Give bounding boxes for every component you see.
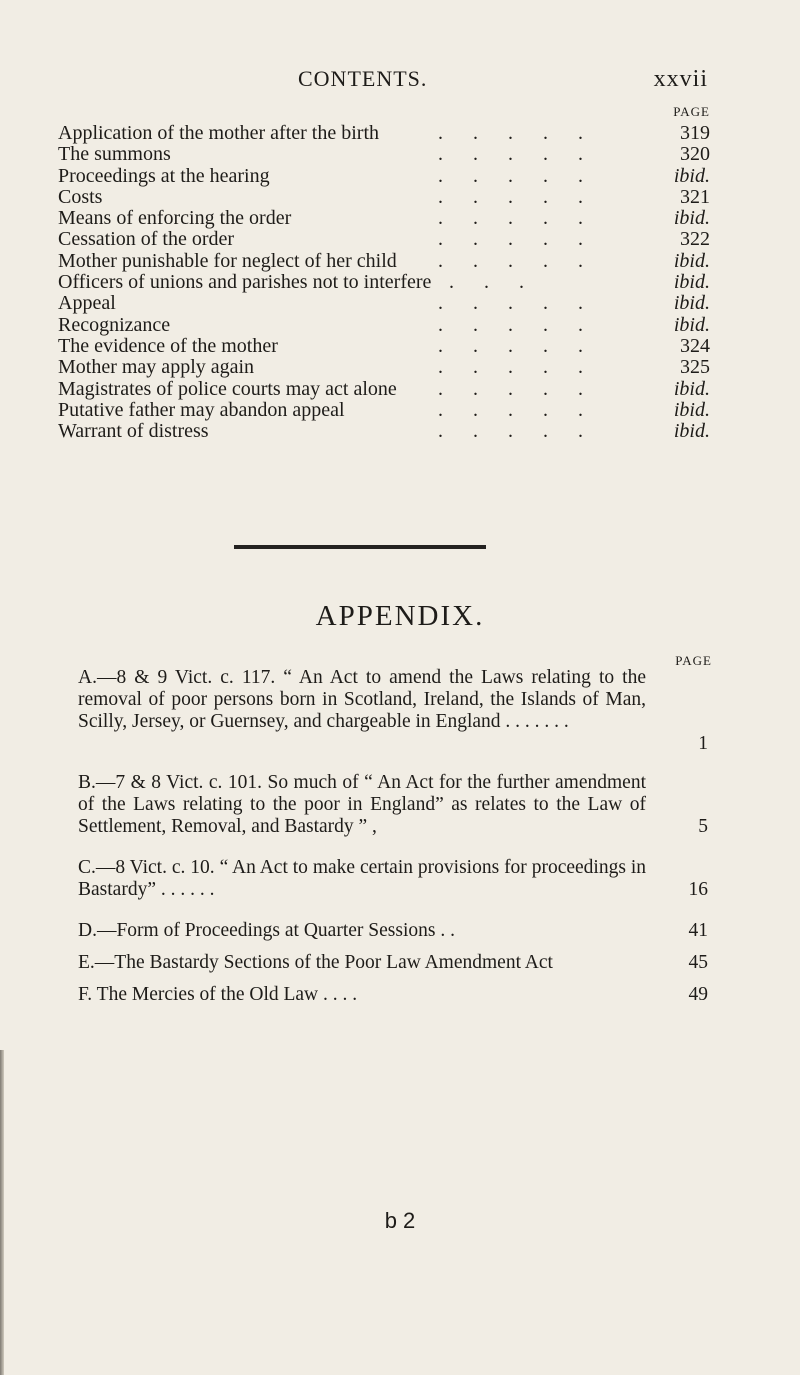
toc-entry-page: ibid. <box>673 164 710 187</box>
appendix-item-e-page: 45 <box>688 952 708 973</box>
section-divider-rule <box>234 545 486 549</box>
toc-entry-page: ibid. <box>673 420 710 443</box>
toc-entry <box>58 187 710 208</box>
appendix-item-c: C.—8 Vict. c. 10. “ An Act to make certain provisions for proceedings in Bastardy” . . . . . . <box>78 857 646 900</box>
toc-entry-page: ibid. <box>673 271 710 294</box>
appendix-item-c-page: 16 <box>688 879 708 900</box>
toc-entry-page: ibid. <box>673 377 710 400</box>
toc-leader-dots: . . . . . <box>438 122 583 144</box>
appendix-item-b-page: 5 <box>698 816 708 837</box>
toc-entry-title: The summons <box>58 143 171 166</box>
toc-entry-title: Proceedings at the hearing <box>58 164 270 187</box>
toc-entry-page: 322 <box>680 228 710 251</box>
appendix-page-column-label: PAGE <box>675 653 712 668</box>
toc-entry-title: Warrant of distress <box>58 420 209 443</box>
toc-entry-title: The evidence of the mother <box>58 334 278 357</box>
toc-page-column-label: PAGE <box>673 104 710 119</box>
appendix-item-a: A.—8 & 9 Vict. c. 117. “ An Act to amend the Laws relating to the removal of poor persons born in Scotland, Ireland, the Islands of Man, Scilly, Jersey, or Guernsey, and chargeable in England . . . . . . . <box>78 667 646 732</box>
toc-entry-page: 325 <box>680 356 710 379</box>
toc-leader-dots: . . . . . <box>438 228 583 251</box>
appendix-heading: APPENDIX. <box>315 600 485 632</box>
toc-entry <box>58 315 710 336</box>
toc-entry-page: ibid. <box>673 249 710 272</box>
appendix-item-f: F. The Mercies of the Old Law . . . . <box>78 984 358 1005</box>
toc-entry-title: Officers of unions and parishes not to interfere <box>58 271 432 294</box>
toc-leader-dots: . . . . . <box>438 398 583 421</box>
toc-entry <box>58 123 710 144</box>
toc-leader-dots: . . . . . <box>438 249 583 272</box>
toc-entry <box>58 208 710 229</box>
toc-leader-dots: . . . . . <box>438 356 583 379</box>
toc-entry-title: Putative father may abandon appeal <box>58 398 345 421</box>
toc-leader-dots: . . . . . <box>438 313 583 336</box>
toc-leader-dots: . . . . . <box>438 292 583 315</box>
contents-list <box>58 123 710 442</box>
appendix-item-f-page: 49 <box>688 984 708 1005</box>
appendix-item-a-page: 1 <box>698 733 708 754</box>
toc-entry-page: ibid. <box>673 207 710 230</box>
toc-entry-title: Cessation of the order <box>58 228 235 251</box>
appendix-item-b: B.—7 & 8 Vict. c. 101. So much of “ An Act for the further amendment of the Laws relating to the poor in England” as relates to the Law of Settlement, Removal, and Bastardy ” , <box>78 772 646 837</box>
signature-mark: b 2 <box>384 1208 416 1233</box>
toc-leader-dots: . . . . . <box>438 143 583 166</box>
toc-entry <box>58 166 710 187</box>
toc-leader-dots: . . . <box>449 271 524 294</box>
toc-entry-page: 324 <box>680 334 710 357</box>
toc-leader-dots: . . . . . <box>438 185 583 208</box>
toc-entry <box>58 144 710 165</box>
toc-entry <box>58 251 710 272</box>
appendix-item-d-page: 41 <box>688 920 708 941</box>
toc-entry <box>58 229 710 250</box>
toc-entry <box>58 421 710 442</box>
toc-entry-page: 319 <box>680 122 710 144</box>
toc-entry-page: ibid. <box>673 292 710 315</box>
toc-entry <box>58 400 710 421</box>
appendix-item-d: D.—Form of Proceedings at Quarter Sessions . . <box>78 920 455 941</box>
toc-entry-title: Appeal <box>58 292 116 315</box>
binding-edge <box>0 1050 4 1375</box>
toc-entry <box>58 272 710 293</box>
toc-entry-title: Recognizance <box>58 313 171 336</box>
toc-leader-dots: . . . . . <box>438 377 583 400</box>
toc-leader-dots: . . . . . <box>438 164 583 187</box>
toc-entry-title: Magistrates of police courts may act alone <box>58 377 397 400</box>
toc-entry-page: 320 <box>680 143 710 166</box>
toc-entry-title: Mother punishable for neglect of her child <box>58 249 397 272</box>
toc-entry-title: Mother may apply again <box>58 356 255 379</box>
toc-entry-title: Application of the mother after the birth <box>58 122 380 144</box>
page-number: xxvii <box>653 66 708 92</box>
appendix-item-e: E.—The Bastardy Sections of the Poor Law Amendment Act <box>78 952 553 973</box>
toc-leader-dots: . . . . . <box>438 334 583 357</box>
toc-entry-title: Means of enforcing the order <box>58 207 292 230</box>
running-head-title: CONTENTS. <box>298 66 428 91</box>
toc-entry <box>58 336 710 357</box>
toc-entry <box>58 293 710 314</box>
toc-entry-title: Costs <box>58 185 103 208</box>
toc-leader-dots: . . . . . <box>438 420 583 443</box>
toc-entry-page: ibid. <box>673 313 710 336</box>
toc-entry <box>58 379 710 400</box>
toc-leader-dots: . . . . . <box>438 207 583 230</box>
toc-entry <box>58 357 710 378</box>
toc-entry-page: 321 <box>680 185 710 208</box>
toc-entry-page: ibid. <box>673 398 710 421</box>
